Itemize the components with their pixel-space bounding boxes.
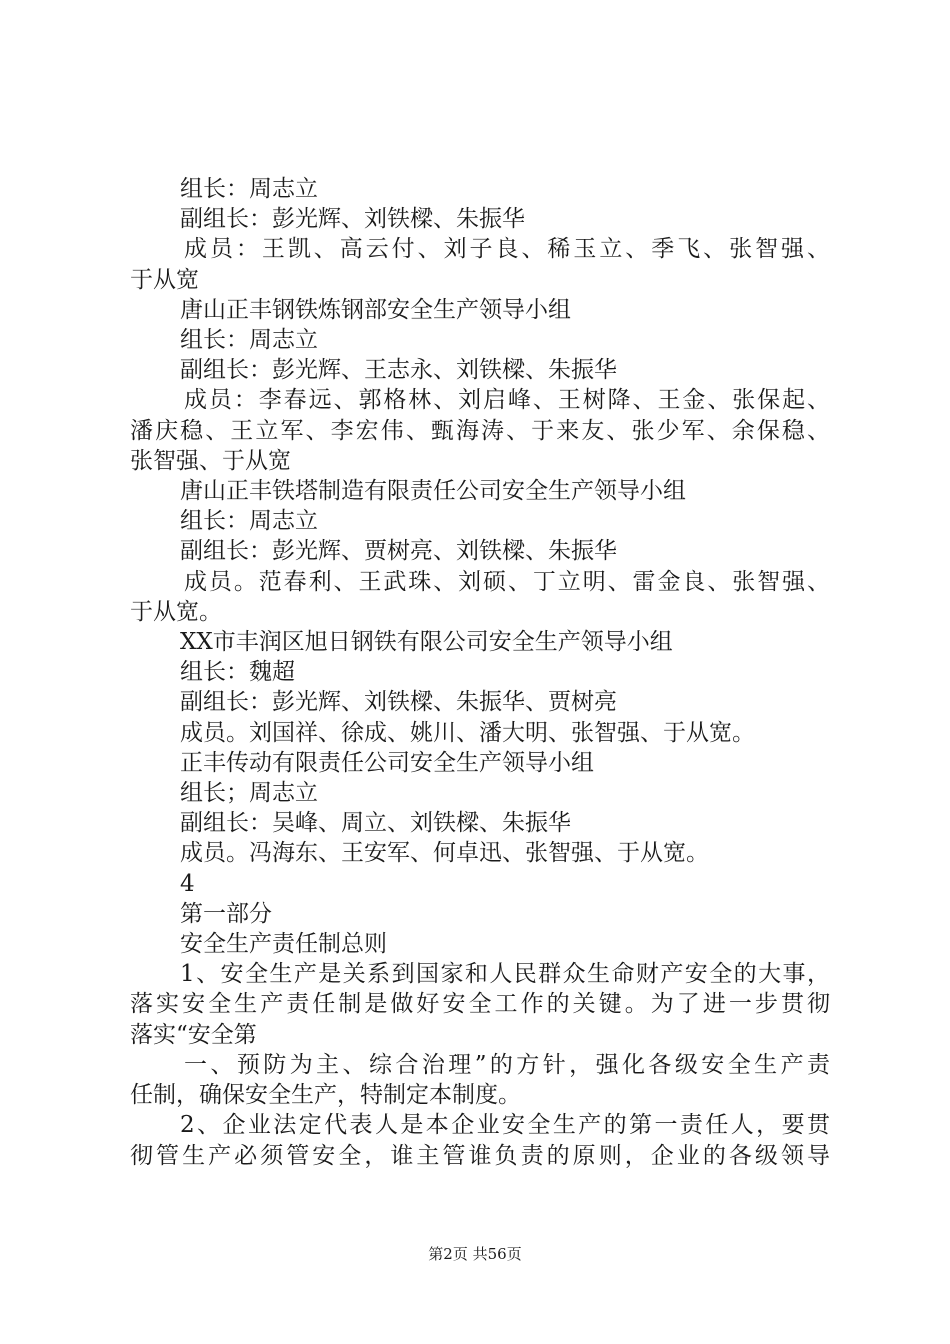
text-line: 组长；周志立 xyxy=(180,780,318,807)
text-line: 安全生产责任制总则 xyxy=(180,931,387,958)
text-line: 任制，确保安全生产，特制定本制度。 xyxy=(130,1082,521,1109)
text-line: 组长：周志立 xyxy=(180,176,318,202)
text-line: 1、安全生产是关系到国家和人民群众生命财产安全的大事， xyxy=(180,961,830,988)
text-line: 落实安全生产责任制是做好安全工作的关键。为了进一步贯彻 xyxy=(130,991,830,1018)
text-line: 4 xyxy=(180,870,195,897)
text-line: 成员：王凯、高云付、刘子良、稀玉立、季飞、张智强、 xyxy=(184,236,830,263)
text-line: 正丰传动有限责任公司安全生产领导小组 xyxy=(180,749,594,776)
document-body xyxy=(130,174,830,1171)
text-line: 唐山正丰铁塔制造有限责任公司安全生产领导小组 xyxy=(180,478,686,505)
text-line: 组长：周志立 xyxy=(180,508,318,535)
text-line: 唐山正丰钢铁炼钢部安全生产领导小组 xyxy=(180,296,571,323)
text-line: 成员。冯海东、王安军、何卓迅、张智强、于从宽。 xyxy=(180,840,709,867)
text-line: 于从宽。 xyxy=(130,598,222,625)
text-line: 副组长：彭光辉、贾树亮、刘铁樑、朱振华 xyxy=(180,538,617,565)
text-line: 副组长：彭光辉、刘铁樑、朱振华、贾树亮 xyxy=(180,689,617,716)
text-line: 一、预防为主、综合治理”的方针，强化各级安全生产责 xyxy=(184,1051,830,1078)
text-line: 副组长：彭光辉、刘铁樑、朱振华 xyxy=(180,206,525,233)
text-line: 成员：李春远、郭格林、刘启峰、王树降、王金、张保起、 xyxy=(184,387,830,414)
text-line: 彻管生产必须管安全，谁主管谁负责的原则，企业的各级领导 xyxy=(130,1142,830,1169)
text-line: XX市丰润区旭日钢铁有限公司安全生产领导小组 xyxy=(180,629,673,656)
text-line: 组长：周志立 xyxy=(180,327,318,354)
text-line: 第一部分 xyxy=(180,900,272,927)
text-line: 2、企业法定代表人是本企业安全生产的第一责任人，要贯 xyxy=(180,1112,830,1139)
text-line: 于从宽 xyxy=(130,266,199,293)
text-line: 张智强、于从宽 xyxy=(130,447,291,474)
text-line: 成员。刘国祥、徐成、姚川、潘大明、张智强、于从宽。 xyxy=(180,719,755,746)
text-line: 落实“安全第 xyxy=(130,1021,257,1048)
text-line: 副组长：吴峰、周立、刘铁樑、朱振华 xyxy=(180,810,571,837)
text-line: 潘庆稳、王立军、李宏伟、甄海涛、于来友、张少军、余保稳、 xyxy=(130,417,830,444)
text-line: 成员。范春利、王武珠、刘硕、丁立明、雷金良、张智强、 xyxy=(184,568,830,595)
page-footer: 第2页 共56页 xyxy=(428,1245,522,1263)
text-line: 副组长：彭光辉、王志永、刘铁樑、朱振华 xyxy=(180,357,617,384)
text-line: 组长：魏超 xyxy=(180,659,295,686)
